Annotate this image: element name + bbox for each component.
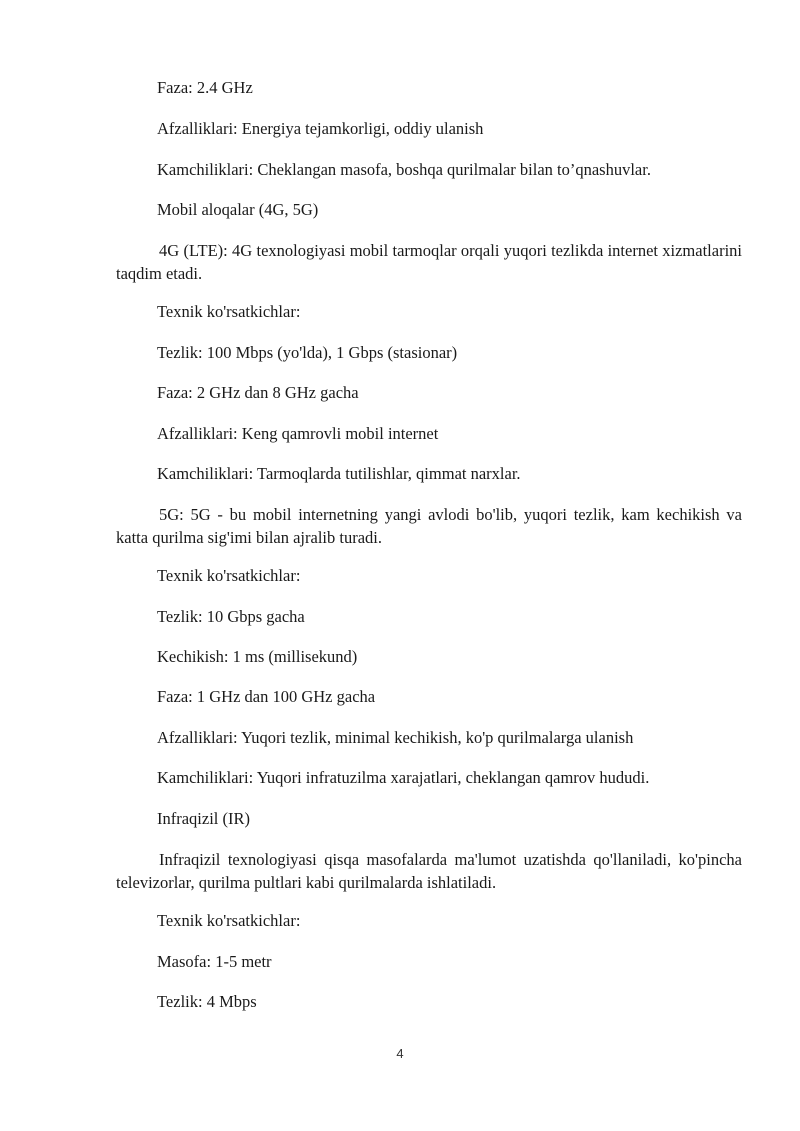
page-number: 4 [396, 1046, 404, 1061]
paragraph-4g-lte: 4G (LTE): 4G texnologiyasi mobil tarmoqlar orqali yuqori tezlikda internet xizmatlarini taqdim etadi. [116, 241, 742, 283]
text-line-speed-4g: Tezlik: 100 Mbps (yo'lda), 1 Gbps (stasionar) [157, 343, 458, 362]
text-line-faza-4g: Faza: 2 GHz dan 8 GHz gacha [157, 383, 359, 402]
paragraph-infrared: Infraqizil texnologiyasi qisqa masofalarda ma'lumot uzatishda qo'llaniladi, ko'pincha televizorlar, qurilma pultlari kabi qurilmalarda ishlatiladi. [116, 850, 742, 892]
text-line-technical-specs-ir: Texnik ko'rsatkichlar: [157, 911, 301, 930]
text-line-speed-5g: Tezlik: 10 Gbps gacha [157, 607, 305, 626]
text-line-kamchiliklari-range: Kamchiliklari: Cheklangan masofa, boshqa qurilmalar bilan to’qnashuvlar. [157, 160, 651, 179]
text-line-afzalliklari-energy: Afzalliklari: Energiya tejamkorligi, oddiy ulanish [157, 119, 484, 138]
section-heading-infrared: Infraqizil (IR) [157, 809, 250, 828]
text-line-faza-2-4: Faza: 2.4 GHz [157, 78, 253, 97]
text-line-faza-5g: Faza: 1 GHz dan 100 GHz gacha [157, 687, 376, 706]
text-line-technical-specs-4g: Texnik ko'rsatkichlar: [157, 302, 301, 321]
text-line-kamchiliklari-5g: Kamchiliklari: Yuqori infratuzilma xarajatlari, cheklangan qamrov hududi. [157, 768, 650, 787]
section-heading-mobile: Mobil aloqalar (4G, 5G) [157, 200, 319, 219]
text-line-technical-specs-5g: Texnik ko'rsatkichlar: [157, 566, 301, 585]
paragraph-5g: 5G: 5G - bu mobil internetning yangi avlodi bo'lib, yuqori tezlik, kam kechikish va katta qurilma sig'imi bilan ajralib turadi. [116, 505, 742, 547]
text-line-kamchiliklari-4g: Kamchiliklari: Tarmoqlarda tutilishlar, qimmat narxlar. [157, 464, 521, 483]
text-line-afzalliklari-4g: Afzalliklari: Keng qamrovli mobil internet [157, 424, 439, 443]
text-line-latency-5g: Kechikish: 1 ms (millisekund) [157, 647, 358, 666]
text-line-range-ir: Masofa: 1-5 metr [157, 952, 272, 971]
text-line-afzalliklari-5g: Afzalliklari: Yuqori tezlik, minimal kechikish, ko'p qurilmalarga ulanish [157, 728, 634, 747]
text-line-speed-ir: Tezlik: 4 Mbps [157, 992, 257, 1011]
